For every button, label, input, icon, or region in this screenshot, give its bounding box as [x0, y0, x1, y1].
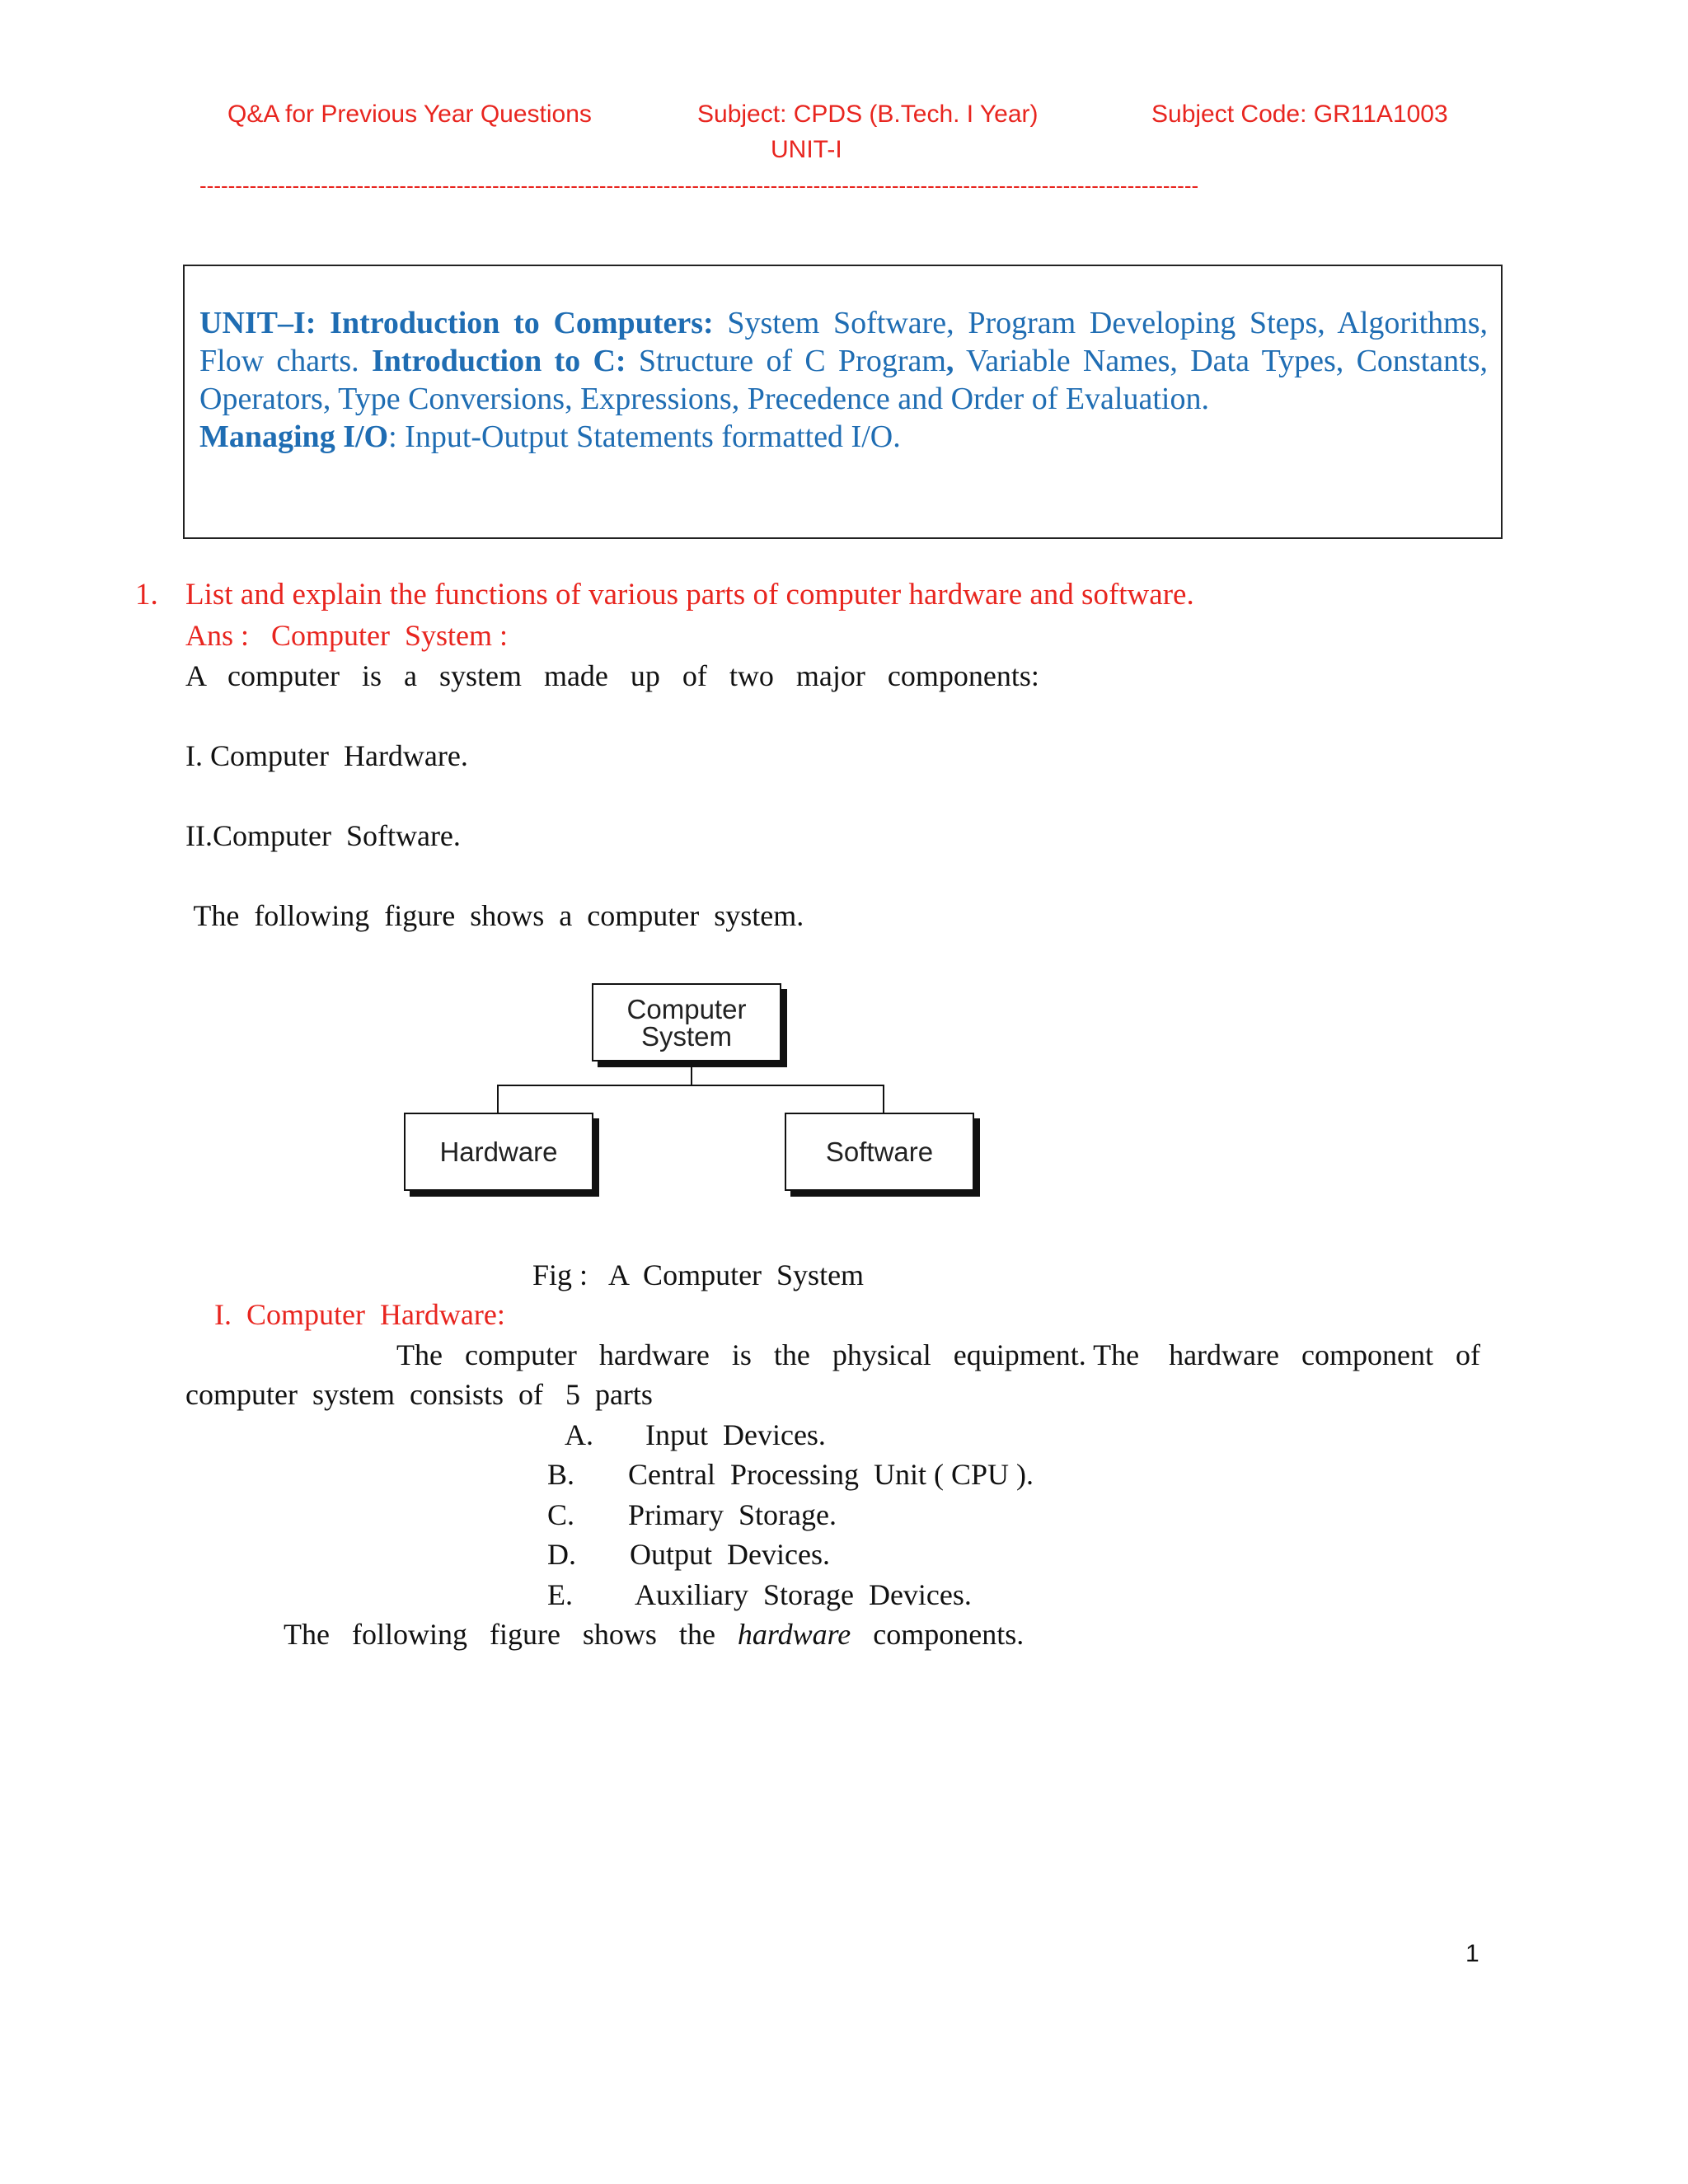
- component-software: II.Computer Software.: [185, 819, 461, 852]
- header-unit: UNIT-I: [771, 136, 842, 163]
- node-computer-system: [592, 983, 781, 1062]
- hardware-heading: I. Computer Hardware:: [214, 1298, 505, 1331]
- header-divider: --------------------------------------------------------------------------------------------------------------------------------------------: [199, 173, 1199, 198]
- hardware-closing-pre: The following figure shows the: [284, 1618, 738, 1651]
- syllabus-unit-topics: System Software, Program Developing Steps, Algorithms, Flow charts.: [199, 306, 1488, 378]
- syllabus-c-topics: Structure of C Program: [626, 344, 946, 378]
- node-computer-system-line1: Computer: [626, 993, 747, 1024]
- part-a-letter: A.: [565, 1418, 593, 1451]
- page-number: 1: [1465, 1940, 1479, 1967]
- syllabus-io-label: Managing I/O: [199, 419, 389, 454]
- connector-left: [497, 1085, 499, 1113]
- hardware-closing: [284, 1617, 1024, 1652]
- answer-label: Ans : Computer System :: [185, 619, 509, 652]
- hardware-paragraph-line1: The computer hardware is the physical equipment. The hardware component of: [396, 1338, 1480, 1371]
- part-c-letter: C.: [547, 1498, 575, 1531]
- question-text: List and explain the functions of various parts of computer hardware and software.: [185, 578, 1194, 612]
- part-e-letter: E.: [547, 1578, 573, 1611]
- header-subject-code: Subject Code: GR11A1003: [1151, 101, 1448, 128]
- component-hardware: I. Computer Hardware.: [185, 739, 468, 772]
- hardware-closing-em: hardware: [737, 1618, 851, 1651]
- syllabus-text: [199, 304, 1488, 456]
- answer-intro: A computer is a system made up of two major components:: [185, 659, 1039, 692]
- hardware-paragraph-line2: computer system consists of 5 parts: [185, 1378, 653, 1411]
- connector-root: [691, 1067, 692, 1085]
- question-number: 1.: [135, 578, 158, 612]
- hardware-closing-post: components.: [851, 1618, 1025, 1651]
- syllabus-c-comma: ,: [945, 344, 954, 378]
- figure-intro: The following figure shows a computer system.: [186, 899, 804, 932]
- syllabus-unit-label: UNIT–I: Introduction to Computers:: [199, 306, 714, 340]
- connector-horizontal: [497, 1085, 884, 1086]
- node-hardware: Hardware: [404, 1113, 593, 1191]
- syllabus-box: [183, 265, 1503, 539]
- part-d-text: Output Devices.: [630, 1538, 830, 1571]
- syllabus-c-label: Introduction to C:: [371, 344, 626, 378]
- part-e-text: Auxiliary Storage Devices.: [635, 1578, 972, 1611]
- connector-right: [883, 1085, 884, 1113]
- syllabus-io-topics: : Input-Output Statements formatted I/O.: [388, 419, 901, 454]
- part-b-text: Central Processing Unit ( CPU ).: [628, 1458, 1034, 1491]
- node-computer-system-line2: System: [640, 1020, 733, 1052]
- part-c-text: Primary Storage.: [628, 1498, 837, 1531]
- header-left: Q&A for Previous Year Questions: [227, 101, 592, 128]
- syllabus-c-topics-rest: Variable Names, Data Types, Constants, Operators, Type Conversions, Expressions, Precedence and Order of Evaluation.: [199, 344, 1488, 416]
- header-subject: Subject: CPDS (B.Tech. I Year): [697, 101, 1039, 128]
- part-b-letter: B.: [547, 1458, 575, 1491]
- part-d-letter: D.: [547, 1538, 576, 1571]
- part-a-text: Input Devices.: [645, 1418, 826, 1451]
- node-software: Software: [785, 1113, 974, 1191]
- figure-caption: Fig : A Computer System: [532, 1258, 865, 1291]
